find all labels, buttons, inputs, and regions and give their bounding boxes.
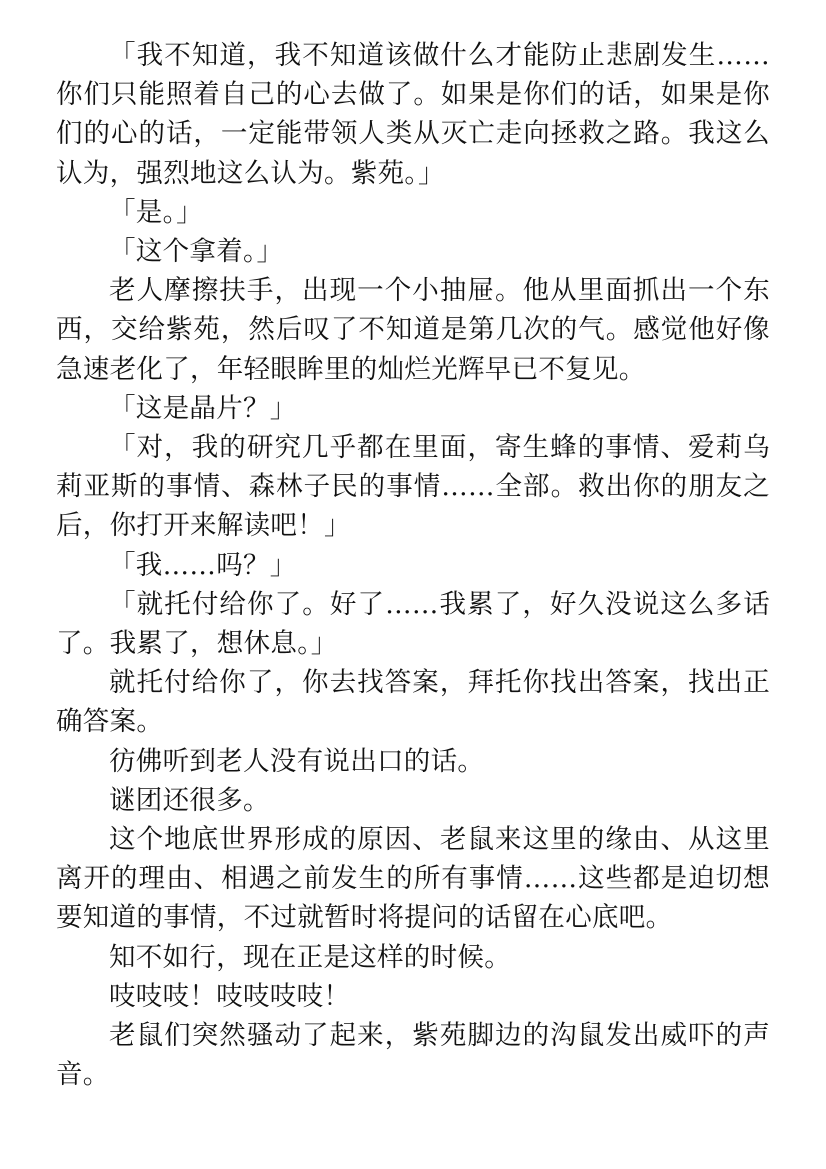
paragraph-13: 知不如行，现在正是这样的时候。	[109, 941, 511, 973]
paragraph-12: 这个地底世界形成的原因、老鼠来这里的缘由、从这里离开的理由、相遇之前发生的所有事情……这些都是迫切想要知道的事情，不过就暂时将提问的话留在心底吧。	[56, 824, 770, 934]
paragraph-1: 「我不知道，我不知道该做什么才能防止悲剧发生……你们只能照着自己的心去做了。如果是你们的话，如果是你们的心的话，一定能带领人类从灭亡走向拯救之路。我这么认为，强烈地这么认为。紫苑。」	[56, 40, 770, 189]
paragraph-8: 「就托付给你了。好了……我累了，好久没说这么多话了。我累了，想休息。」	[56, 588, 770, 660]
paragraph-15: 老鼠们突然骚动了起来，紫苑脚边的沟鼠发出威吓的声音。	[56, 1020, 770, 1091]
paragraph-14: 吱吱吱！吱吱吱吱！	[109, 980, 351, 1012]
paragraph-7: 「我……吗？」	[109, 549, 297, 581]
paragraph-4: 老人摩擦扶手，出现一个小抽屉。他从里面抓出一个东西，交给紫苑，然后叹了不知道是第几次的气。感觉他好像急速老化了，年轻眼眸里的灿烂光辉早已不复见。	[56, 275, 770, 385]
paragraph-10: 彷佛听到老人没有说出口的话。	[109, 745, 485, 777]
paragraph-11: 谜团还很多。	[109, 784, 270, 816]
paragraph-3: 「这个拿着。」	[109, 236, 284, 268]
document-page	[56, 36, 770, 1094]
paragraph-6: 「对，我的研究几乎都在里面，寄生蜂的事情、爱莉乌莉亚斯的事情、森林子民的事情……全部。救出你的朋友之后，你打开来解读吧！」	[56, 432, 770, 542]
paragraph-2: 「是。」	[109, 196, 203, 228]
paragraph-5: 「这是晶片？」	[109, 392, 297, 424]
paragraph-9: 就托付给你了，你去找答案，拜托你找出答案，找出正确答案。	[56, 667, 770, 738]
